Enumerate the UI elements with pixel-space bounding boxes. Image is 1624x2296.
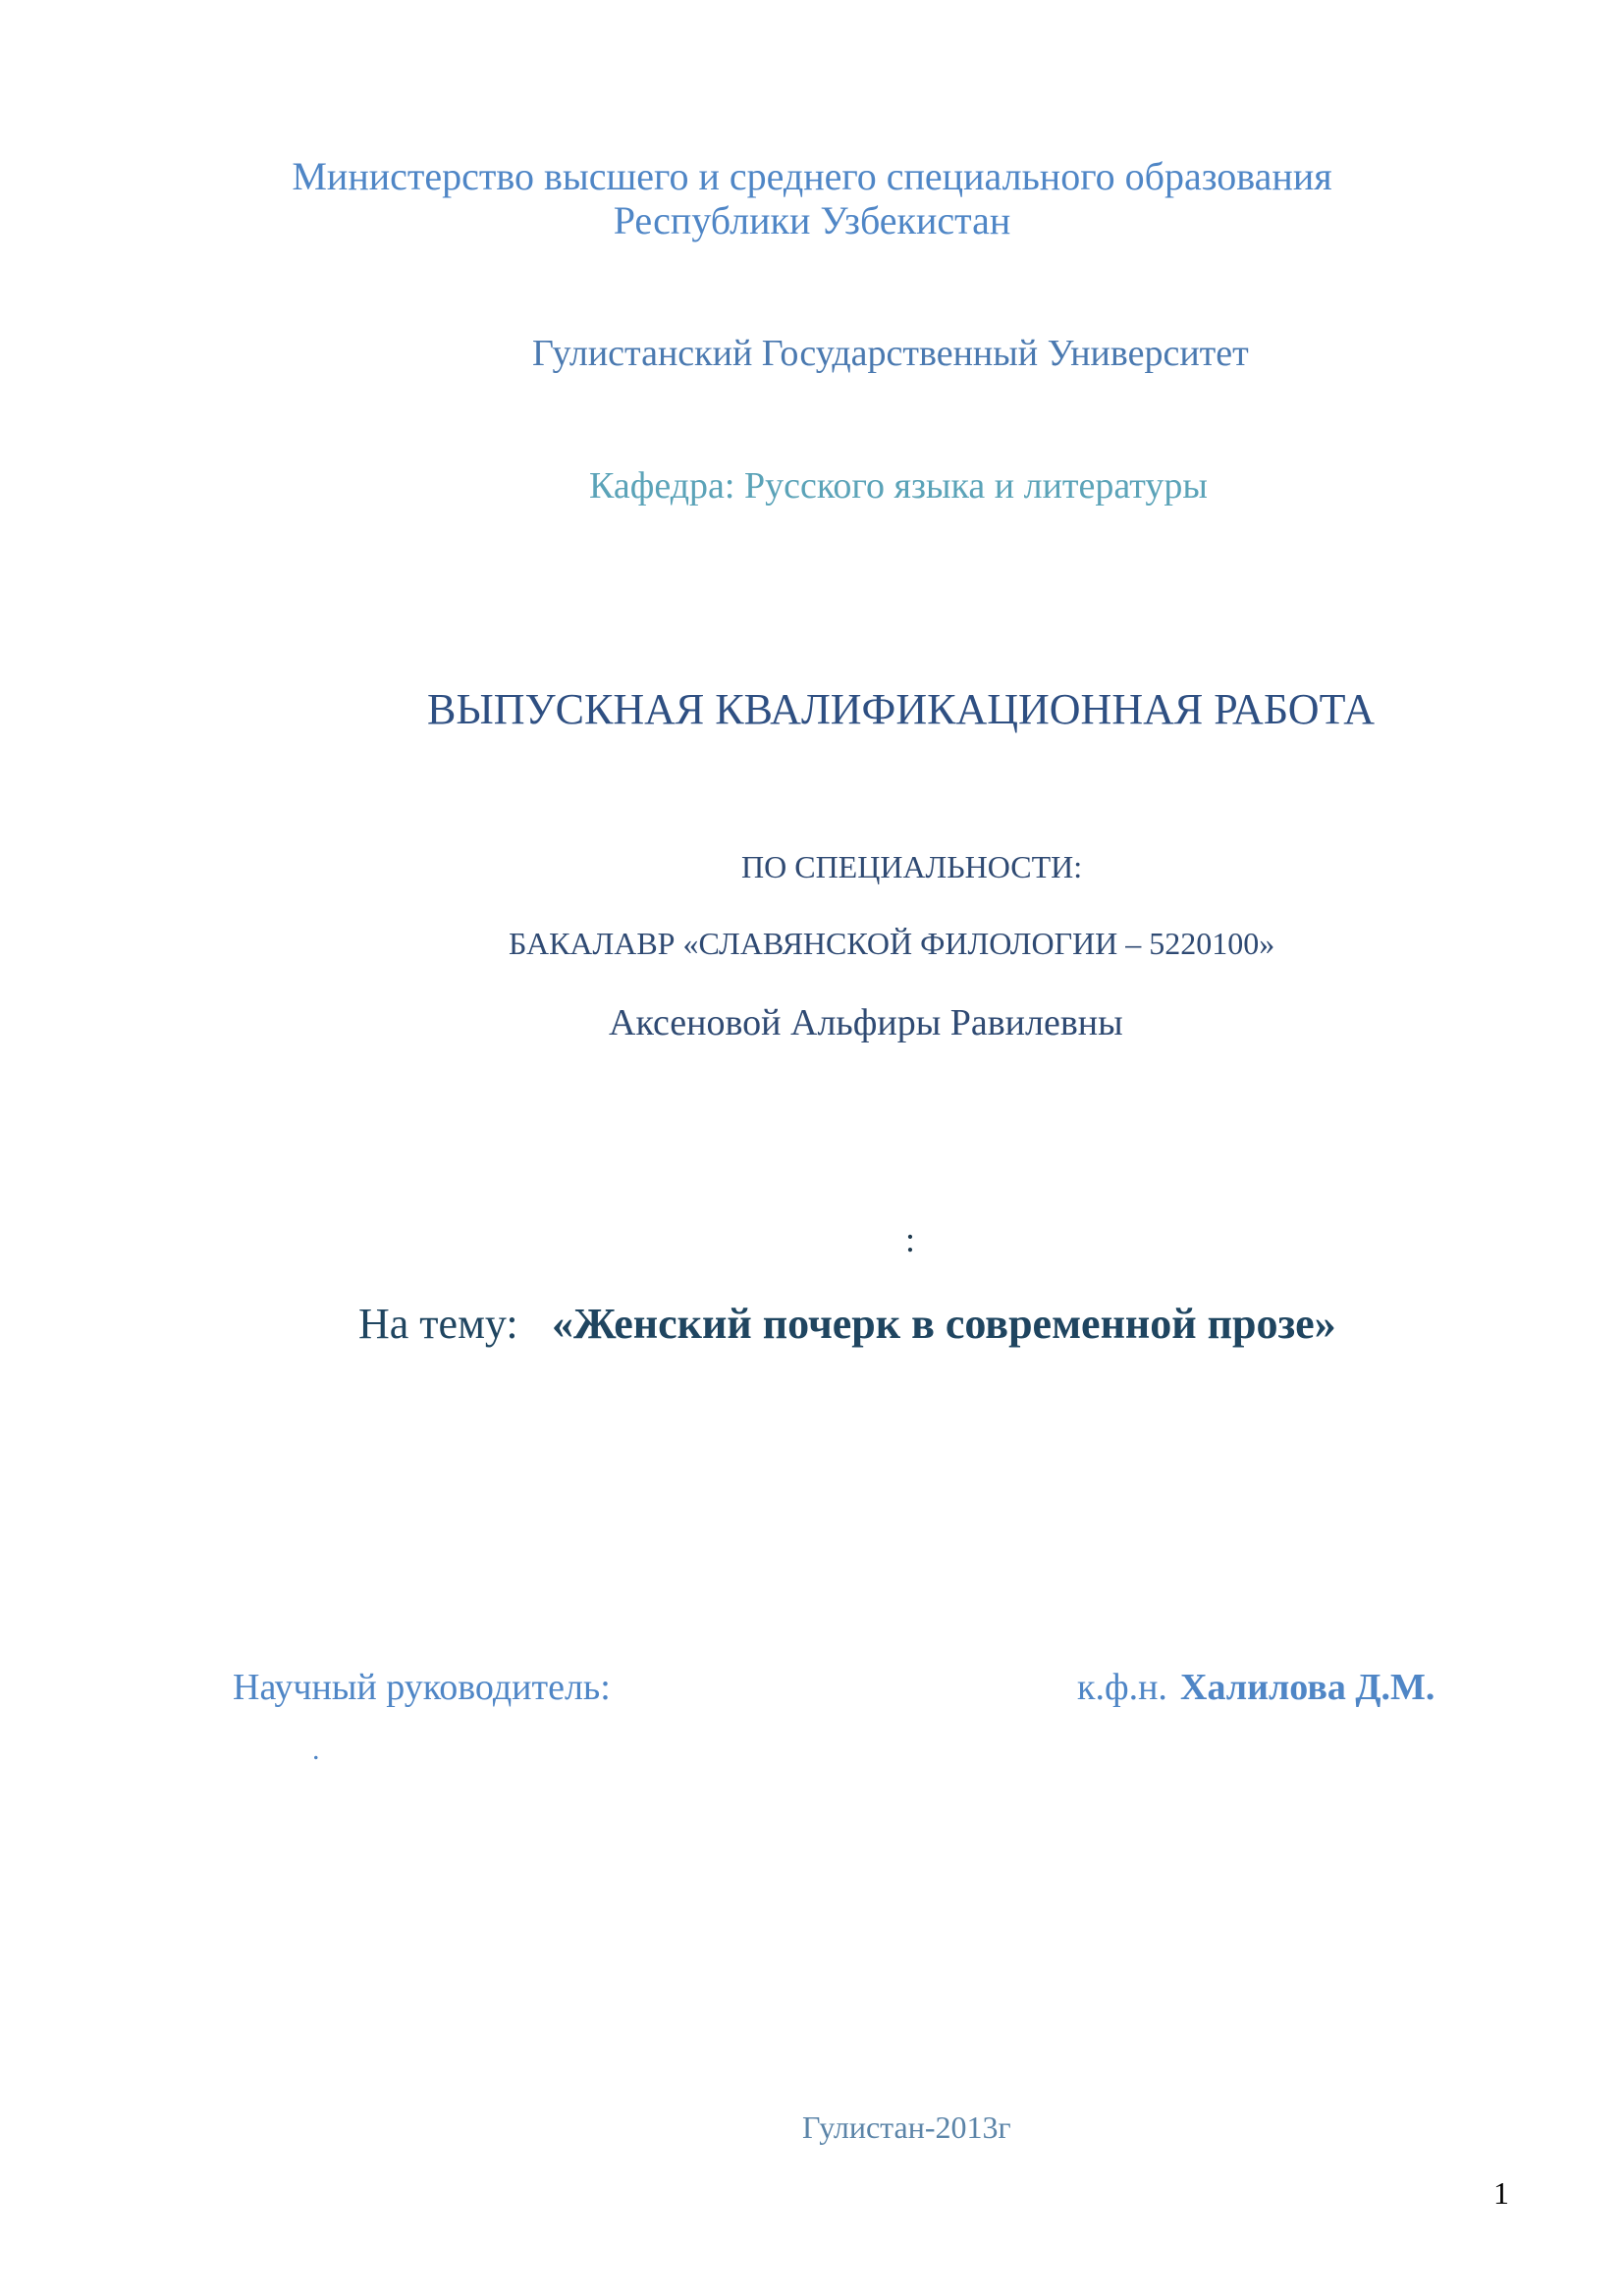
colon-mark: : <box>905 1220 916 1259</box>
specialty-label: ПО СПЕЦИАЛЬНОСТИ: <box>741 849 1083 884</box>
work-title: ВЫПУСКНАЯ КВАЛИФИКАЦИОННАЯ РАБОТА <box>427 685 1376 733</box>
department-name: Кафедра: Русского языка и литературы <box>589 465 1208 507</box>
topic-prefix: На тему: <box>358 1300 518 1348</box>
city-year: Гулистан-2013г <box>802 2109 1011 2145</box>
stray-dot: . <box>312 1734 320 1766</box>
author-name: Аксеновой Альфиры Равилевны <box>609 1002 1123 1043</box>
supervisor-label: Научный руководитель: <box>233 1667 611 1708</box>
page-number: 1 <box>1493 2175 1509 2211</box>
university-name: Гулистанский Государственный Университет <box>532 333 1249 374</box>
ministry-line-1: Министерство высшего и среднего специального образования <box>292 154 1332 198</box>
ministry-line-2: Республики Узбекистан <box>613 198 1011 242</box>
degree-line: БАКАЛАВР «СЛАВЯНСКОЙ ФИЛОЛОГИИ – 5220100» <box>509 926 1275 961</box>
topic-title: «Женский почерк в современной прозе» <box>552 1300 1336 1348</box>
supervisor-name: Халилова Д.М. <box>1180 1667 1435 1708</box>
supervisor-degree: к.ф.н. <box>1077 1667 1167 1708</box>
